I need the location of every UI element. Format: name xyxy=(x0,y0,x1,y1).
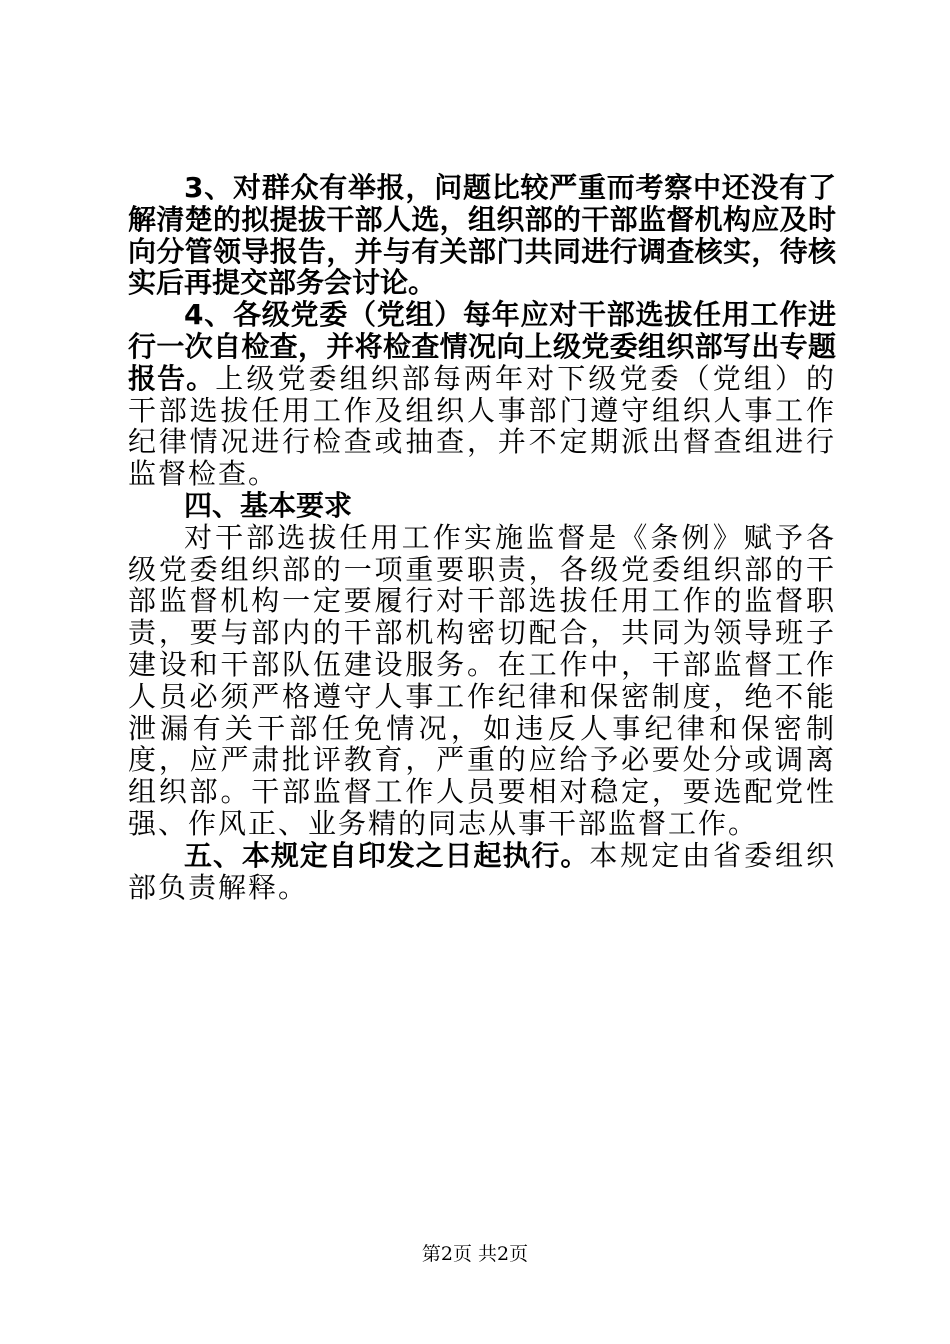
section-4-heading xyxy=(128,490,836,522)
paragraph-item-4-bold-text: 4、各级党委（党组）每年应对干部选拔任用工作进行一次自检查，并将检查情况向上级党委组织部写出专题报告。 xyxy=(128,298,836,395)
section-4-body-text: 对干部选拔任用工作实施监督是《条例》赋予各级党委组织部的一项重要职责，各级党委组织部的干部监督机构一定要履行对干部选拔任用工作的监督职责，要与部内的干部机构密切配合，共同为领导班子建设和干部队伍建设服务。在工作中，干部监督工作人员必须严格遵守人事工作纪律和保密制度，绝不能泄漏有关干部任免情况，如违反人事纪律和保密制度，应严肃批评教育，严重的应给予必要处分或调离组织部。干部监督工作人员要相对稳定，要选配党性强、作风正、业务精的同志从事干部监督工作。 xyxy=(128,520,836,840)
page-number-label: 第2页 共2页 xyxy=(421,1243,529,1265)
paragraph-item-4-normal-text: 上级党委组织部每两年对下级党委（党组）的干部选拔任用工作及组织人事部门遵守组织人事工作纪律情况进行检查或抽查，并不定期派出督查组进行监督检查。 xyxy=(128,361,836,491)
page-footer xyxy=(0,1243,950,1265)
document-body xyxy=(128,172,836,903)
section-5 xyxy=(128,840,836,904)
section-4-heading-text: 四、基本要求 xyxy=(184,488,353,522)
paragraph-item-3-bold-text: 3、对群众有举报，问题比较严重而考察中还没有了解清楚的拟提拔干部人选，组织部的干部监督机构应及时向分管领导报告，并与有关部门共同进行调查核实，待核实后再提交部务会讨论。 xyxy=(128,171,836,300)
paragraph-item-3 xyxy=(128,172,836,299)
section-4-body xyxy=(128,522,836,840)
paragraph-item-4 xyxy=(128,299,836,490)
section-5-normal-text: 本规定由省委组织部负责解释。 xyxy=(128,838,836,904)
section-5-bold-text: 五、本规定自印发之日起执行。 xyxy=(184,838,590,872)
